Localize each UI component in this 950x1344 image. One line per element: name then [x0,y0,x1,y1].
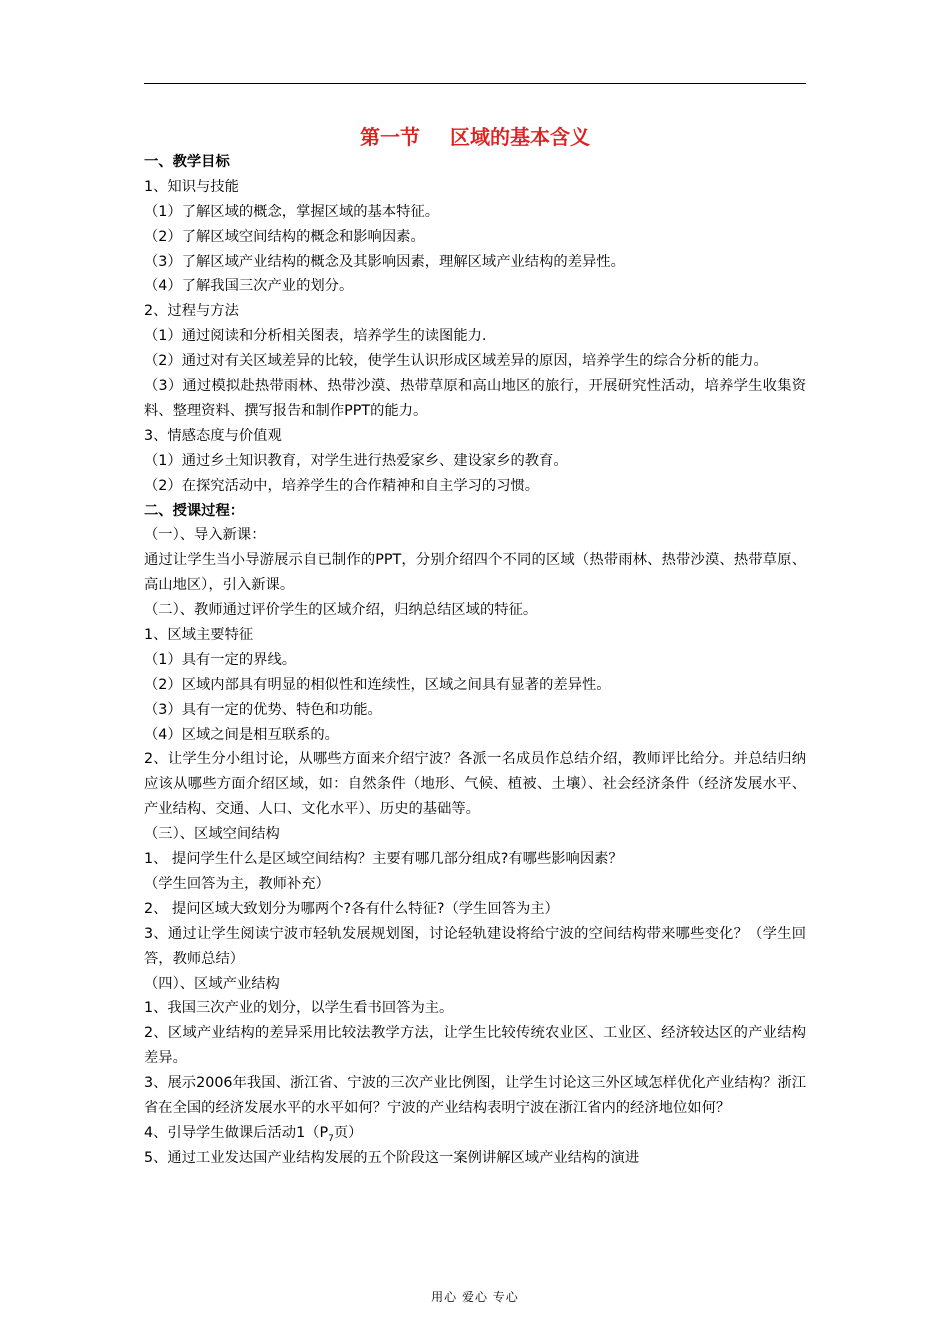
line-text: （3）具有一定的优势、特色和功能。 [144,701,382,718]
text-line [144,175,806,200]
text-line [144,872,806,897]
line-text: （2）了解区域空间结构的概念和影响因素。 [144,228,425,245]
text-line [144,548,806,598]
page-title [144,122,806,152]
document-body [144,150,806,1171]
page-subscript: 7 [328,1133,334,1144]
line-text: 3、通过让学生阅读宁波市轻轨发展规划图，讨论轻轨建设将给宁波的空间结构带来哪些变化？（学生回答，教师总结） [144,925,806,967]
page-footer: 用心 爱心 专心 [431,1290,519,1304]
text-line [144,1121,806,1146]
text-line [144,897,806,922]
text-line [144,424,806,449]
line-text: 二、授课过程： [144,502,245,519]
line-text: 3、情感态度与价值观 [144,427,282,444]
line-text: （4）了解我国三次产业的划分。 [144,278,354,295]
text-line [144,822,806,847]
line-text: （四）、区域产业结构 [144,975,280,992]
text-line [144,299,806,324]
line-text: （1）了解区域的概念，掌握区域的基本特征。 [144,203,440,220]
line-text: 2、让学生分小组讨论，从哪些方面来介绍宁波？各派一名成员作总结介绍，教师评比给分。并总结归纳应该从哪些方面介绍区域，如：自然条件（地形、气候、植被、土壤）、社会经济条件（经济发展水平、产业结构、交通、人口、文化水平）、历史的基础等。 [144,751,806,818]
title-heading: 区域的基本含义 [450,125,590,149]
section-heading [144,150,806,175]
title-section-number: 第一节 [360,125,420,149]
text-line [144,523,806,548]
line-text: 5、通过工业发达国产业结构发展的五个阶段这一案例讲解区域产业结构的演进 [144,1149,640,1166]
text-line [144,349,806,374]
text-line [144,972,806,997]
text-line [144,1146,806,1171]
text-line [144,1021,806,1071]
text-line [144,996,806,1021]
line-text: （1）通过乡土知识教育，对学生进行热爱家乡、建设家乡的教育。 [144,452,568,469]
line-text: 1、区域主要特征 [144,627,254,643]
line-text-tail: 页） [333,1124,363,1141]
line-text: （2）通过对有关区域差异的比较，使学生认识形成区域差异的原因，培养学生的综合分析的能力。 [144,353,768,370]
text-line [144,200,806,225]
line-text: （学生回答为主，教师补充） [144,875,330,892]
line-text: （二）、教师通过评价学生的区域介绍，归纳总结区域的特征。 [144,602,538,619]
line-text: 1、我国三次产业的划分，以学生看书回答为主。 [144,1000,454,1017]
line-text: （三）、区域空间结构 [144,826,280,843]
line-text: （3）通过模拟赴热带雨林、热带沙漠、热带草原和高山地区的旅行，开展研究性活动，培养学生收集资料、整理资料、撰写报告和制作PPT的能力。 [144,378,806,419]
text-line [144,225,806,250]
text-line [144,847,806,872]
text-line [144,922,806,972]
line-text: 2、 提问区域大致划分为哪两个?各有什么特征?（学生回答为主） [144,900,559,917]
line-text: 4、引导学生做课后活动1（P [144,1124,329,1141]
text-line [144,474,806,499]
line-text: 3、展示2006年我国、浙江省、宁波的三次产业比例图，让学生讨论这三外区域怎样优化产业结构？浙江省在全国的经济发展水平的水平如何？宁波的产业结构表明宁波在浙江省内的经济地位如何？ [144,1075,806,1117]
line-text: 一、教学目标 [144,154,230,170]
line-text: （1）具有一定的界线。 [144,651,297,668]
text-line [144,250,806,275]
text-line [144,747,806,822]
line-text: （2）区域内部具有明显的相似性和连续性，区域之间具有显著的差异性。 [144,676,611,693]
line-text: 2、区域产业结构的差异采用比较法教学方法，让学生比较传统农业区、工业区、经济较达区的产业结构差异。 [144,1025,806,1067]
text-line [144,648,806,673]
text-line [144,274,806,299]
line-text: （1）通过阅读和分析相关图表，培养学生的读图能力. [144,328,487,345]
text-line [144,324,806,349]
text-line [144,449,806,474]
section-heading [144,499,806,524]
text-line [144,673,806,698]
line-text: （2）在探究活动中，培养学生的合作精神和自主学习的习惯。 [144,477,540,494]
text-line [144,1071,806,1121]
line-text: （4）区域之间是相互联系的。 [144,726,339,743]
line-text: 1、知识与技能 [144,178,239,195]
text-line [144,723,806,748]
header-rule [144,83,806,84]
text-line [144,623,806,648]
text-line [144,598,806,623]
text-line [144,374,806,424]
line-text: 通过让学生当小导游展示自已制作的PPT，分别介绍四个不同的区域（热带雨林、热带沙漠、热带草原、高山地区），引入新课。 [144,552,806,594]
text-line [144,698,806,723]
line-text: （一）、导入新课： [144,527,266,544]
line-text: 1、 提问学生什么是区域空间结构？主要有哪几部分组成?有哪些影响因素？ [144,851,623,868]
line-text: （3）了解区域产业结构的概念及其影响因素，理解区域产业结构的差异性。 [144,253,625,270]
line-text: 2、过程与方法 [144,303,239,320]
